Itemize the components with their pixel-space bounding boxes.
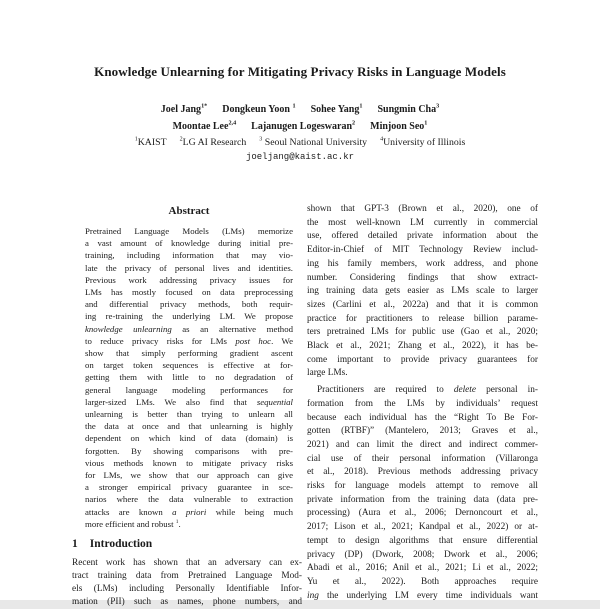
text-line: private information from the training data (data pre- bbox=[307, 494, 538, 505]
paper-title: Knowledge Unlearning for Mitigating Privacy Risks in Language Models bbox=[94, 64, 506, 79]
abstract-body bbox=[85, 225, 293, 530]
text-line: ing the underlying LM every time individuals want bbox=[307, 590, 538, 601]
text-line: attacks are known a priori while being much bbox=[85, 506, 293, 517]
paragraph bbox=[307, 384, 538, 603]
author-name: Sohee Yang bbox=[310, 104, 360, 115]
author-affiliation-mark: 1 bbox=[424, 119, 428, 127]
text-line: Black et al., 2021; Zhang et al., 2022), it has be- bbox=[307, 341, 538, 352]
text-line: vious methods known to mitigate privacy risks bbox=[85, 457, 293, 468]
author bbox=[251, 121, 355, 132]
affiliation: $^4$University of Illinois bbox=[380, 136, 466, 148]
affiliation: $^1$KAIST bbox=[134, 136, 167, 148]
text-line: sizes (Carlini et al., 2022a) and that it is common bbox=[307, 299, 538, 310]
text-line: show that simply performing gradient ascent bbox=[85, 348, 293, 359]
author bbox=[377, 104, 439, 115]
text-line: large LMs. bbox=[307, 368, 348, 379]
text-line: Recent work has shown that an adversary can ex- bbox=[72, 558, 302, 569]
text-line: tract training data from Pretrained Language Mod- bbox=[72, 571, 302, 582]
text-line: practice for practitioners to release billion parame- bbox=[307, 313, 538, 324]
introduction-text-left bbox=[72, 557, 302, 609]
author-name: Minjoon Seo bbox=[370, 121, 425, 132]
section-heading-introduction bbox=[72, 537, 302, 551]
left-column bbox=[72, 203, 302, 609]
affiliations bbox=[0, 135, 600, 150]
text-line: gotten (RTBF)” (Mantelero, 2013; Graves et al., bbox=[307, 426, 538, 437]
text-line: ing training data gets easier as LMs scale to larger bbox=[307, 286, 538, 297]
section-number: 1 bbox=[72, 538, 78, 551]
text-line: more efficient and robust $^1$. bbox=[85, 518, 181, 529]
text-line: a stronger empirical privacy guarantee in sce- bbox=[85, 482, 293, 493]
author bbox=[311, 104, 363, 115]
text-line: mation (PII) such as names, phone numbers, and bbox=[72, 597, 302, 608]
affiliation: $^3$ Seoul National University bbox=[259, 136, 368, 148]
author-name: Lajanugen Logeswaran bbox=[251, 121, 353, 132]
text-line: cial use of their personal information (Villaronga bbox=[307, 453, 538, 464]
text-line: els (LMs) including Personally Identifiable Infor- bbox=[72, 584, 302, 595]
text-line: to reduce privacy risks for LMs post hoc. We bbox=[85, 335, 293, 346]
text-line: ing re-training the underlying LM. We propose bbox=[85, 311, 293, 322]
text-line: unlearning is better than trying to unlearn all bbox=[85, 409, 293, 420]
author-affiliation-mark: 2,4 bbox=[228, 119, 237, 127]
text-line: shown that GPT-3 (Brown et al., 2020), one of bbox=[307, 204, 538, 214]
author-row-1 bbox=[0, 101, 600, 118]
author-name: Dongkeun Yoon bbox=[222, 104, 293, 115]
text-line: use, offered detailed private information about the bbox=[307, 231, 538, 242]
text-line: because each individual has the “Right To Be For- bbox=[307, 412, 538, 423]
text-line: Editor-in-Chief of MIT Technology Review includ- bbox=[307, 245, 538, 256]
text-line: 2021) and can limit the direct and indirect commer- bbox=[307, 439, 538, 450]
text-line: risks for language models attempt to remove all bbox=[307, 481, 538, 492]
text-line: ing his family members, work address, and phone bbox=[307, 258, 538, 269]
text-line: tempt to design algorithms that ensure differential bbox=[307, 535, 538, 546]
text-line: a vast amount of knowledge during initial pre- bbox=[85, 238, 293, 249]
text-line: LMs has mostly focused on data preprocessing bbox=[85, 287, 293, 298]
author-block bbox=[0, 101, 600, 165]
text-line: the data at once and that unlearning is highly bbox=[85, 421, 293, 432]
author-name: Sungmin Cha bbox=[377, 104, 437, 115]
text-line: general language modeling performances for bbox=[85, 384, 293, 395]
text-line: training, including information that may vio- bbox=[85, 250, 293, 261]
text-line: privacy (DP) (Dwork, 2008; Dwork et al., 2006; bbox=[307, 549, 538, 560]
text-line: and differential privacy methods, both requir- bbox=[85, 299, 293, 310]
author bbox=[161, 104, 207, 115]
text-line: processing) (Aura et al., 2006; Dernoncourt et al., bbox=[307, 508, 538, 519]
section-title: Introduction bbox=[89, 538, 153, 551]
text-line: Previous work addressing privacy issues for bbox=[85, 274, 293, 285]
author-affiliation-mark: 1* bbox=[201, 102, 208, 110]
text-line: come important to provide privacy guarantees for bbox=[307, 354, 538, 365]
text-line: 2017; Lison et al., 2021; Kandpal et al., 2022) or at- bbox=[307, 522, 538, 533]
text-line: Pretrained Language Models (LMs) memorize bbox=[85, 226, 293, 236]
text-line: late the privacy of personal lives and identities. bbox=[85, 262, 293, 273]
author-affiliation-mark: 1 bbox=[292, 102, 296, 110]
paragraph bbox=[72, 557, 302, 609]
author-affiliation-mark: 3 bbox=[436, 102, 440, 110]
text-line: knowledge unlearning as an alternative method bbox=[85, 323, 293, 334]
introduction-text-right bbox=[307, 203, 538, 603]
text-line: getting them with little to no degradation of bbox=[85, 372, 293, 383]
author-email: joeljang@kaist.ac.kr bbox=[245, 152, 355, 162]
author-name: Moontae Lee bbox=[172, 121, 229, 132]
text-line: on target token sequences is effective at for- bbox=[85, 360, 293, 371]
affiliation: $^2$LG AI Research bbox=[179, 136, 247, 148]
author bbox=[370, 121, 427, 132]
text-line: dependent on which kind of data (domain) is bbox=[85, 433, 293, 444]
author-affiliation-mark: 2 bbox=[352, 119, 356, 127]
text-line: Abadi et al., 2016; Anil et al., 2021; Li et al., 2022; bbox=[307, 563, 538, 574]
author-name: Joel Jang bbox=[160, 104, 202, 115]
author-affiliation-mark: 1 bbox=[359, 102, 363, 110]
text-line: the most well-known LM currently in commercial bbox=[307, 217, 538, 228]
author-row-2 bbox=[0, 118, 600, 135]
author bbox=[173, 121, 237, 132]
text-line: larger-sized LMs. We also find that sequential bbox=[85, 396, 293, 407]
author bbox=[222, 104, 295, 115]
text-line: Yu et al., 2022). Both approaches require bbox=[307, 576, 538, 587]
text-line: ters pretrained LMs for public use (Gao et al., 2020; bbox=[307, 327, 538, 338]
text-line: number. Considering findings that show extract- bbox=[307, 272, 538, 283]
text-line: narios where the data vulnerable to extraction bbox=[85, 494, 293, 505]
text-line: et al., 2018). Previous methods addressing privacy bbox=[307, 467, 538, 478]
text-line: formation from the LMs by individuals’ request bbox=[307, 398, 538, 409]
paragraph bbox=[85, 225, 293, 530]
abstract-heading: Abstract bbox=[168, 205, 210, 217]
right-column bbox=[307, 203, 538, 603]
text-line: Practitioners are required to delete personal in- bbox=[317, 385, 538, 396]
text-line: for LMs, we show that our approach can give bbox=[85, 470, 293, 481]
paragraph bbox=[307, 203, 538, 381]
text-line: forgotten. By showing comparisons with pre- bbox=[85, 445, 293, 456]
